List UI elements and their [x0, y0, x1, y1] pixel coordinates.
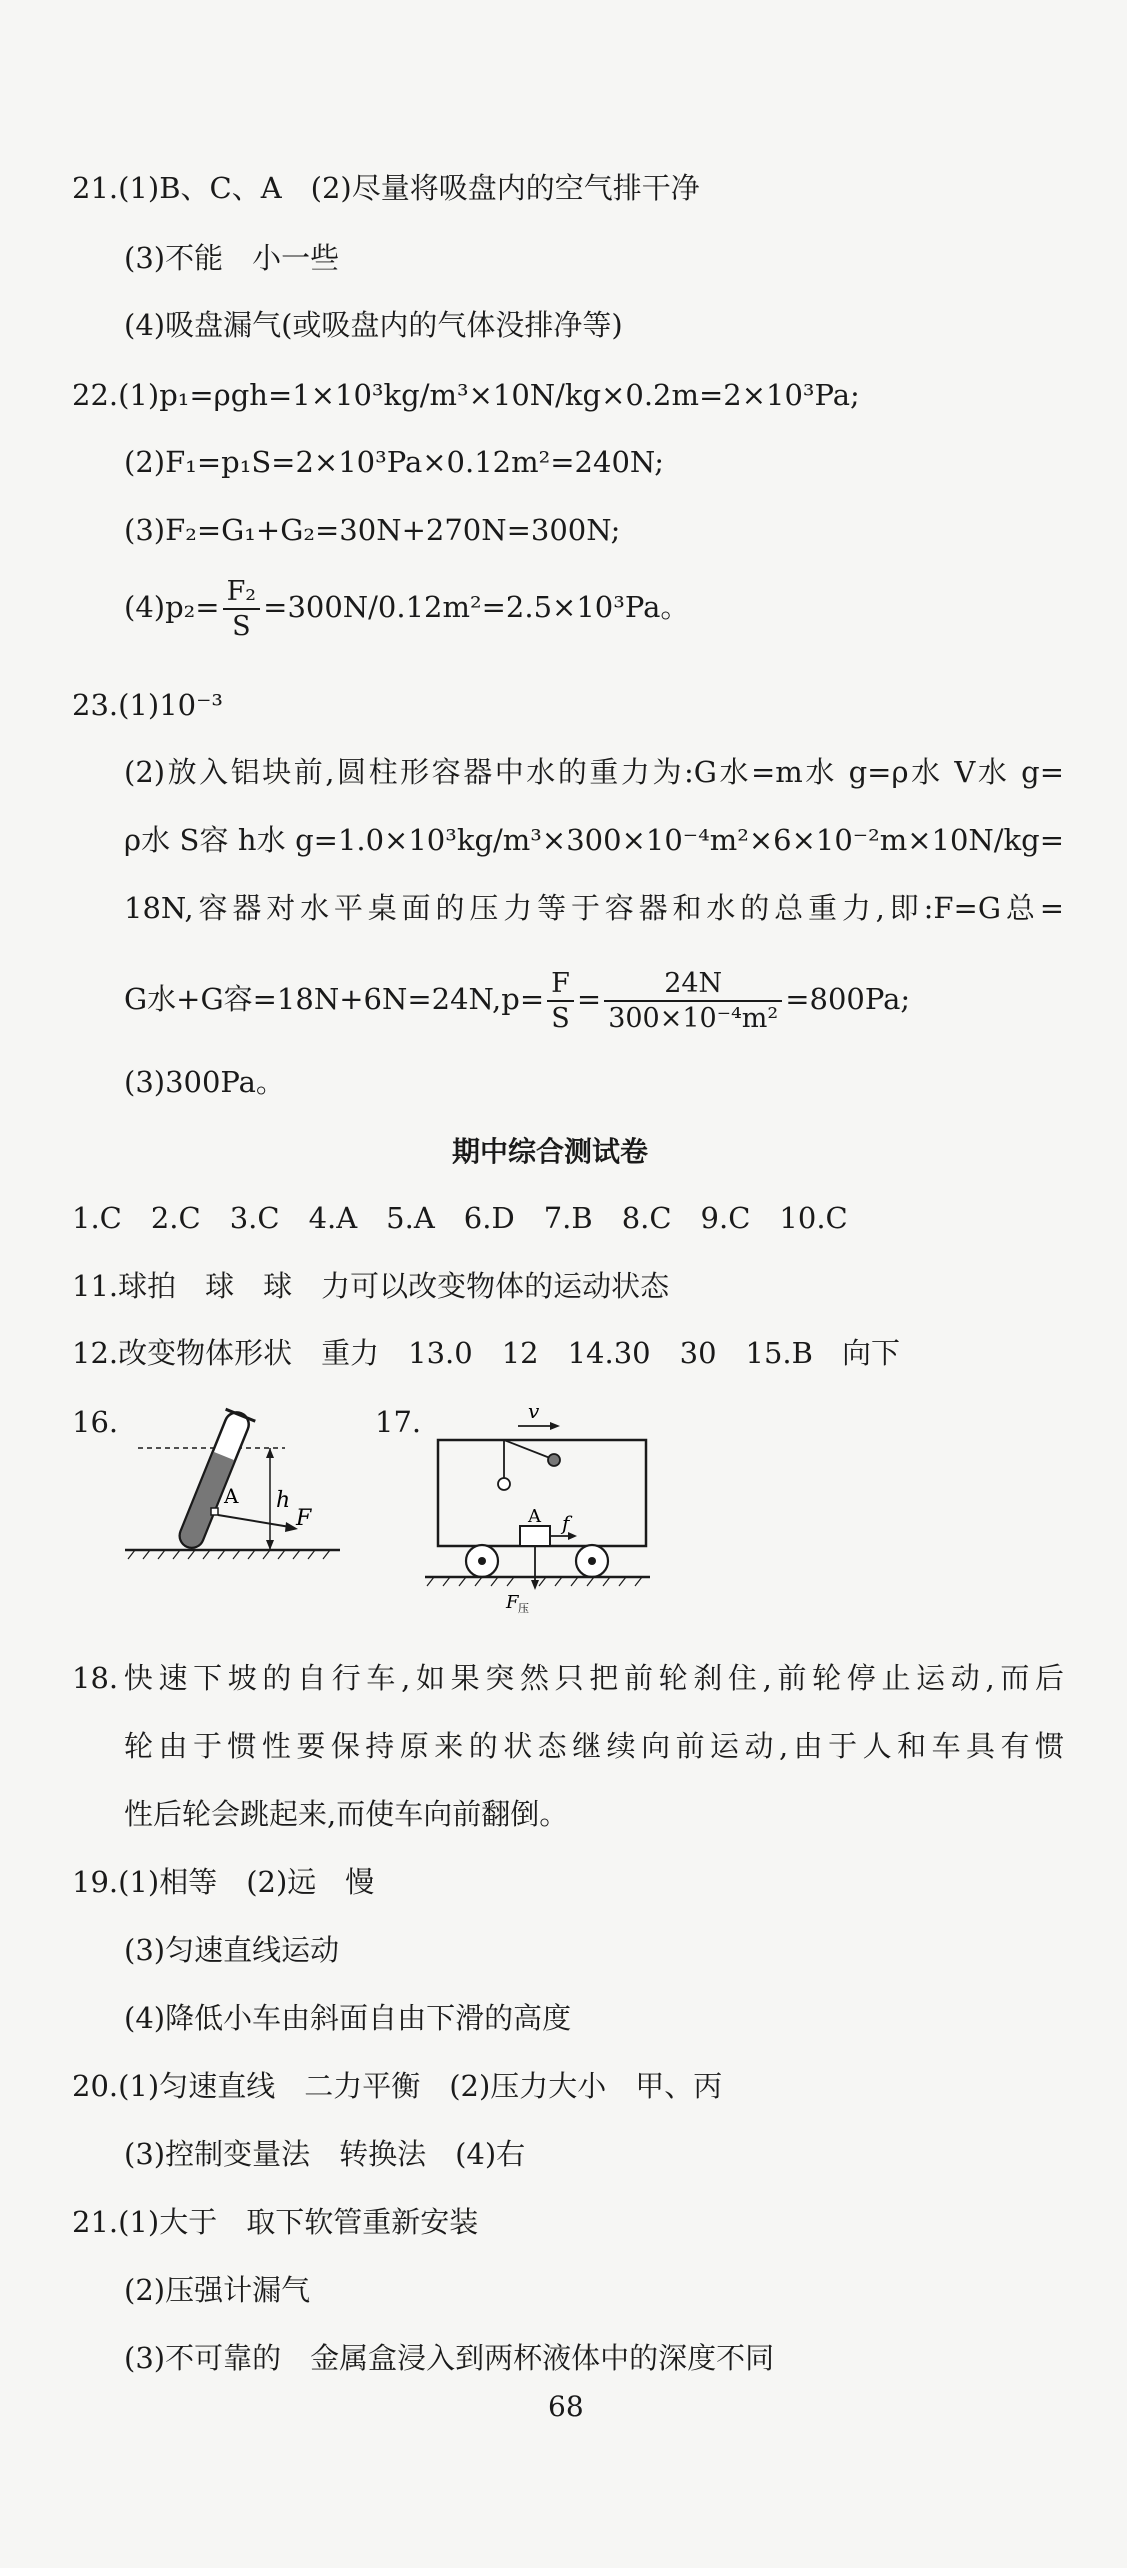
fraction [547, 970, 574, 1032]
q20-line1: 20.(1)匀速直线 二力平衡 (2)压力大小 甲、丙 [72, 2069, 723, 2103]
fig16-height-arrow-bottom [266, 1540, 274, 1550]
fig16-number: 16. [72, 1405, 119, 1439]
q21-line2: (3)不能 小一些 [124, 241, 340, 275]
fraction [223, 578, 261, 640]
q23-last-post: =800Pa; [785, 982, 911, 1016]
fig16-test-tube-diagram [120, 1405, 340, 1565]
q18-line3: 性后轮会跳起来,而使车向前翻倒。 [124, 1797, 569, 1831]
fig17-block-a [520, 1526, 550, 1546]
fraction-denominator: S [551, 1003, 570, 1034]
q23-line6: (3)300Pa。 [124, 1065, 285, 1099]
q21b-line3: (3)不可靠的 金属盒浸入到两杯液体中的深度不同 [124, 2341, 775, 2375]
q12-15-answers: 12.改变物体形状 重力 13.0 12 14.30 30 15.B 向下 [72, 1336, 900, 1370]
q22-line2: (2)F₁=p₁S=2×10³Pa×0.12m²=240N; [124, 445, 665, 479]
q19-line1: 19.(1)相等 (2)远 慢 [72, 1865, 375, 1899]
q23-last-pre: G水+G容=18N+6N=24N,p= [124, 982, 545, 1016]
q21-line3: (4)吸盘漏气(或吸盘内的气体没排净等) [124, 308, 623, 342]
fig16-label-h: h [276, 1488, 291, 1513]
fig16-point-a-marker [211, 1508, 218, 1515]
q21-line1: 21.(1)B、C、A (2)尽量将吸盘内的空气排干净 [72, 171, 700, 205]
fig17-number: 17. [375, 1405, 422, 1439]
q22-4-pre: (4)p₂= [124, 590, 220, 624]
q18-line1: 18.快速下坡的自行车,如果突然只把前轮刹住,前轮停止运动,而后 [72, 1661, 1064, 1695]
fig17-hanging-ball [498, 1478, 510, 1490]
q20-line2: (3)控制变量法 转换法 (4)右 [124, 2137, 526, 2171]
fraction-numerator: 24N [604, 970, 782, 1002]
fraction-numerator: F₂ [223, 578, 261, 610]
fig17-wheel-left-hub [478, 1557, 486, 1565]
fig16-test-tube [172, 1407, 256, 1553]
q23-line2: (2)放入铝块前,圆柱形容器中水的重力为:G水=m水 g=ρ水 V水 g= [124, 755, 1064, 789]
q22-line3: (3)F₂=G₁+G₂=30N+270N=300N; [124, 513, 621, 547]
fig17-swung-string [504, 1440, 550, 1458]
q23-line4: 18N,容器对水平桌面的压力等于容器和水的总重力,即:F=G总= [124, 891, 1064, 925]
fig16-height-arrow-top [266, 1448, 274, 1458]
q22-4-post: =300N/0.12m²=2.5×10³Pa。 [263, 590, 690, 624]
q19-line2: (3)匀速直线运动 [124, 1933, 340, 1967]
page-number: 68 [548, 2390, 584, 2423]
fig17-swung-ball [548, 1454, 560, 1466]
q21b-line2: (2)压强计漏气 [124, 2273, 311, 2307]
q23-last-mid: = [576, 982, 602, 1016]
fig17-pressure-arrow-head [531, 1580, 539, 1590]
fig17-label-fp: F [506, 1592, 519, 1613]
q22-line4 [124, 578, 689, 640]
fig17-label-v: v [528, 1399, 540, 1423]
fig17-cart-diagram [420, 1398, 650, 1615]
fig17-label-a: A [528, 1506, 541, 1527]
fraction-numerator: F [547, 970, 574, 1002]
q11-answer: 11.球拍 球 球 力可以改变物体的运动状态 [72, 1269, 670, 1303]
fig17-label-fp-sub: 压 [518, 1602, 529, 1615]
fig17-wheel-right-hub [588, 1557, 596, 1565]
fig17-label-f: f [562, 1511, 570, 1535]
fraction [604, 970, 782, 1032]
q23-line1: 23.(1)10⁻³ [72, 688, 224, 722]
q22-line1: 22.(1)p₁=ρgh=1×10³kg/m³×10N/kg×0.2m=2×10³Pa; [72, 378, 860, 412]
q19-line3: (4)降低小车由斜面自由下滑的高度 [124, 2001, 572, 2035]
fig16-ground [125, 1550, 340, 1559]
mc-answers: 1.C 2.C 3.C 4.A 5.A 6.D 7.B 8.C 9.C 10.C [72, 1201, 848, 1235]
fig17-velocity-arrow-head [550, 1422, 560, 1430]
q21b-line1: 21.(1)大于 取下软管重新安装 [72, 2205, 479, 2239]
fraction-denominator: S [232, 611, 251, 642]
q18-line2: 轮由于惯性要保持原来的状态继续向前运动,由于人和车具有惯 [124, 1729, 1064, 1763]
fig16-label-f: F [296, 1506, 312, 1531]
fraction-denominator: 300×10⁻⁴m² [608, 1003, 779, 1034]
fig16-label-a: A [224, 1484, 239, 1508]
q23-line5 [124, 970, 910, 1032]
fig16-force-arrow [218, 1515, 290, 1527]
q23-line3: ρ水 S容 h水 g=1.0×10³kg/m³×300×10⁻⁴m²×6×10⁻²m×10N/kg= [124, 823, 1064, 857]
section-title: 期中综合测试卷 [452, 1135, 649, 1168]
